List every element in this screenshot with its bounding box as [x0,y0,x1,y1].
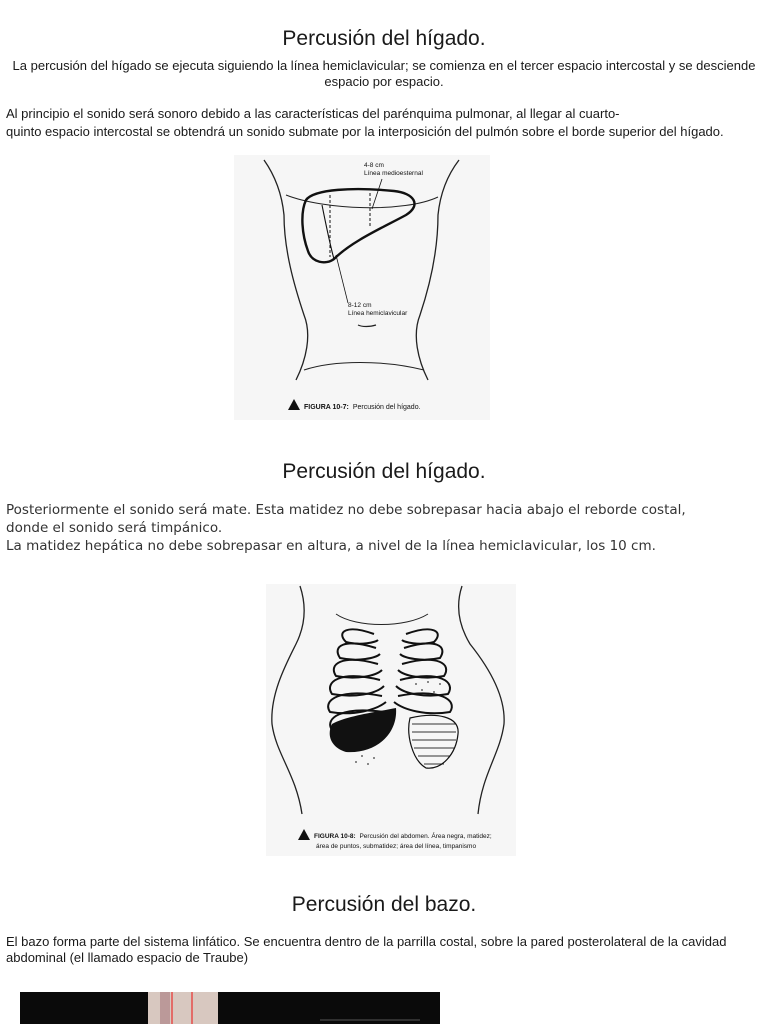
liver-paragraph-line2: quinto espacio intercostal se obtendrá un sonido submate por la interposición del pulmón sobre el borde superior del hígado. [6,124,724,139]
label-8-12cm: 8-12 cm [348,302,372,309]
figure-10-8-caption-line1: Percusión del abdomen. Área negra, matidez; [359,833,492,840]
section-title-liver-2: Percusión del hígado. [282,460,486,483]
abdomen-diagram [266,584,516,856]
figure-10-8-caption-line2: área de puntos, submatidez; área del línea, timpanismo [316,843,477,850]
liver2-line2: donde el sonido será timpánico. [6,520,223,536]
svg-text:FIGURA 10-7: Percusión [304,404,421,411]
label-4-8cm: 4-8 cm [364,162,384,169]
figure-10-8-label: FIGURA 10-8: [314,833,356,840]
label-linea-medioesternal: Línea medioesternal [364,170,423,177]
section-title-liver-1: Percusión del hígado. [282,27,486,50]
spleen-photo [20,992,440,1024]
liver-paragraph-line1: Al principio el sonido será sonoro debido a las características del parénquima pulmonar, al llegar al cuarto- [6,106,620,121]
spleen-paragraph: El bazo forma parte del sistema linfático. Se encuentra dentro de la parrilla costal, sobre la pared posterolateral de la cavidad abdominal (el llamado espacio de Traube) [6,934,727,965]
figure-10-7-caption: Percusión del hígado. [352,404,421,411]
liver-intro-paragraph: La percusión del hígado se ejecuta siguiendo la línea hemiclavicular; se comienza en el tercer espacio intercostal y se desciende espacio por espacio. [12,58,756,89]
figure-10-7-label: FIGURA 10-7: [304,404,349,411]
figure-abdomen-percussion [266,584,516,856]
section-title-spleen: Percusión del bazo. [291,893,477,916]
label-linea-hemiclavicular: Línea hemiclavicular [348,310,408,317]
figure-spleen-image [20,992,440,1024]
svg-text:FIGURA 10-8: Percusión [314,831,492,840]
figure-liver-percussion [234,155,490,420]
liver2-line1: Posteriormente el sonido será mate. Esta matidez no debe sobrepasar hacia abajo el reborde costal, [6,502,686,518]
liver-diagram [234,155,490,420]
liver2-line3: La matidez hepática no debe sobrepasar en altura, a nivel de la línea hemiclavicular, los 10 cm. [6,538,656,554]
